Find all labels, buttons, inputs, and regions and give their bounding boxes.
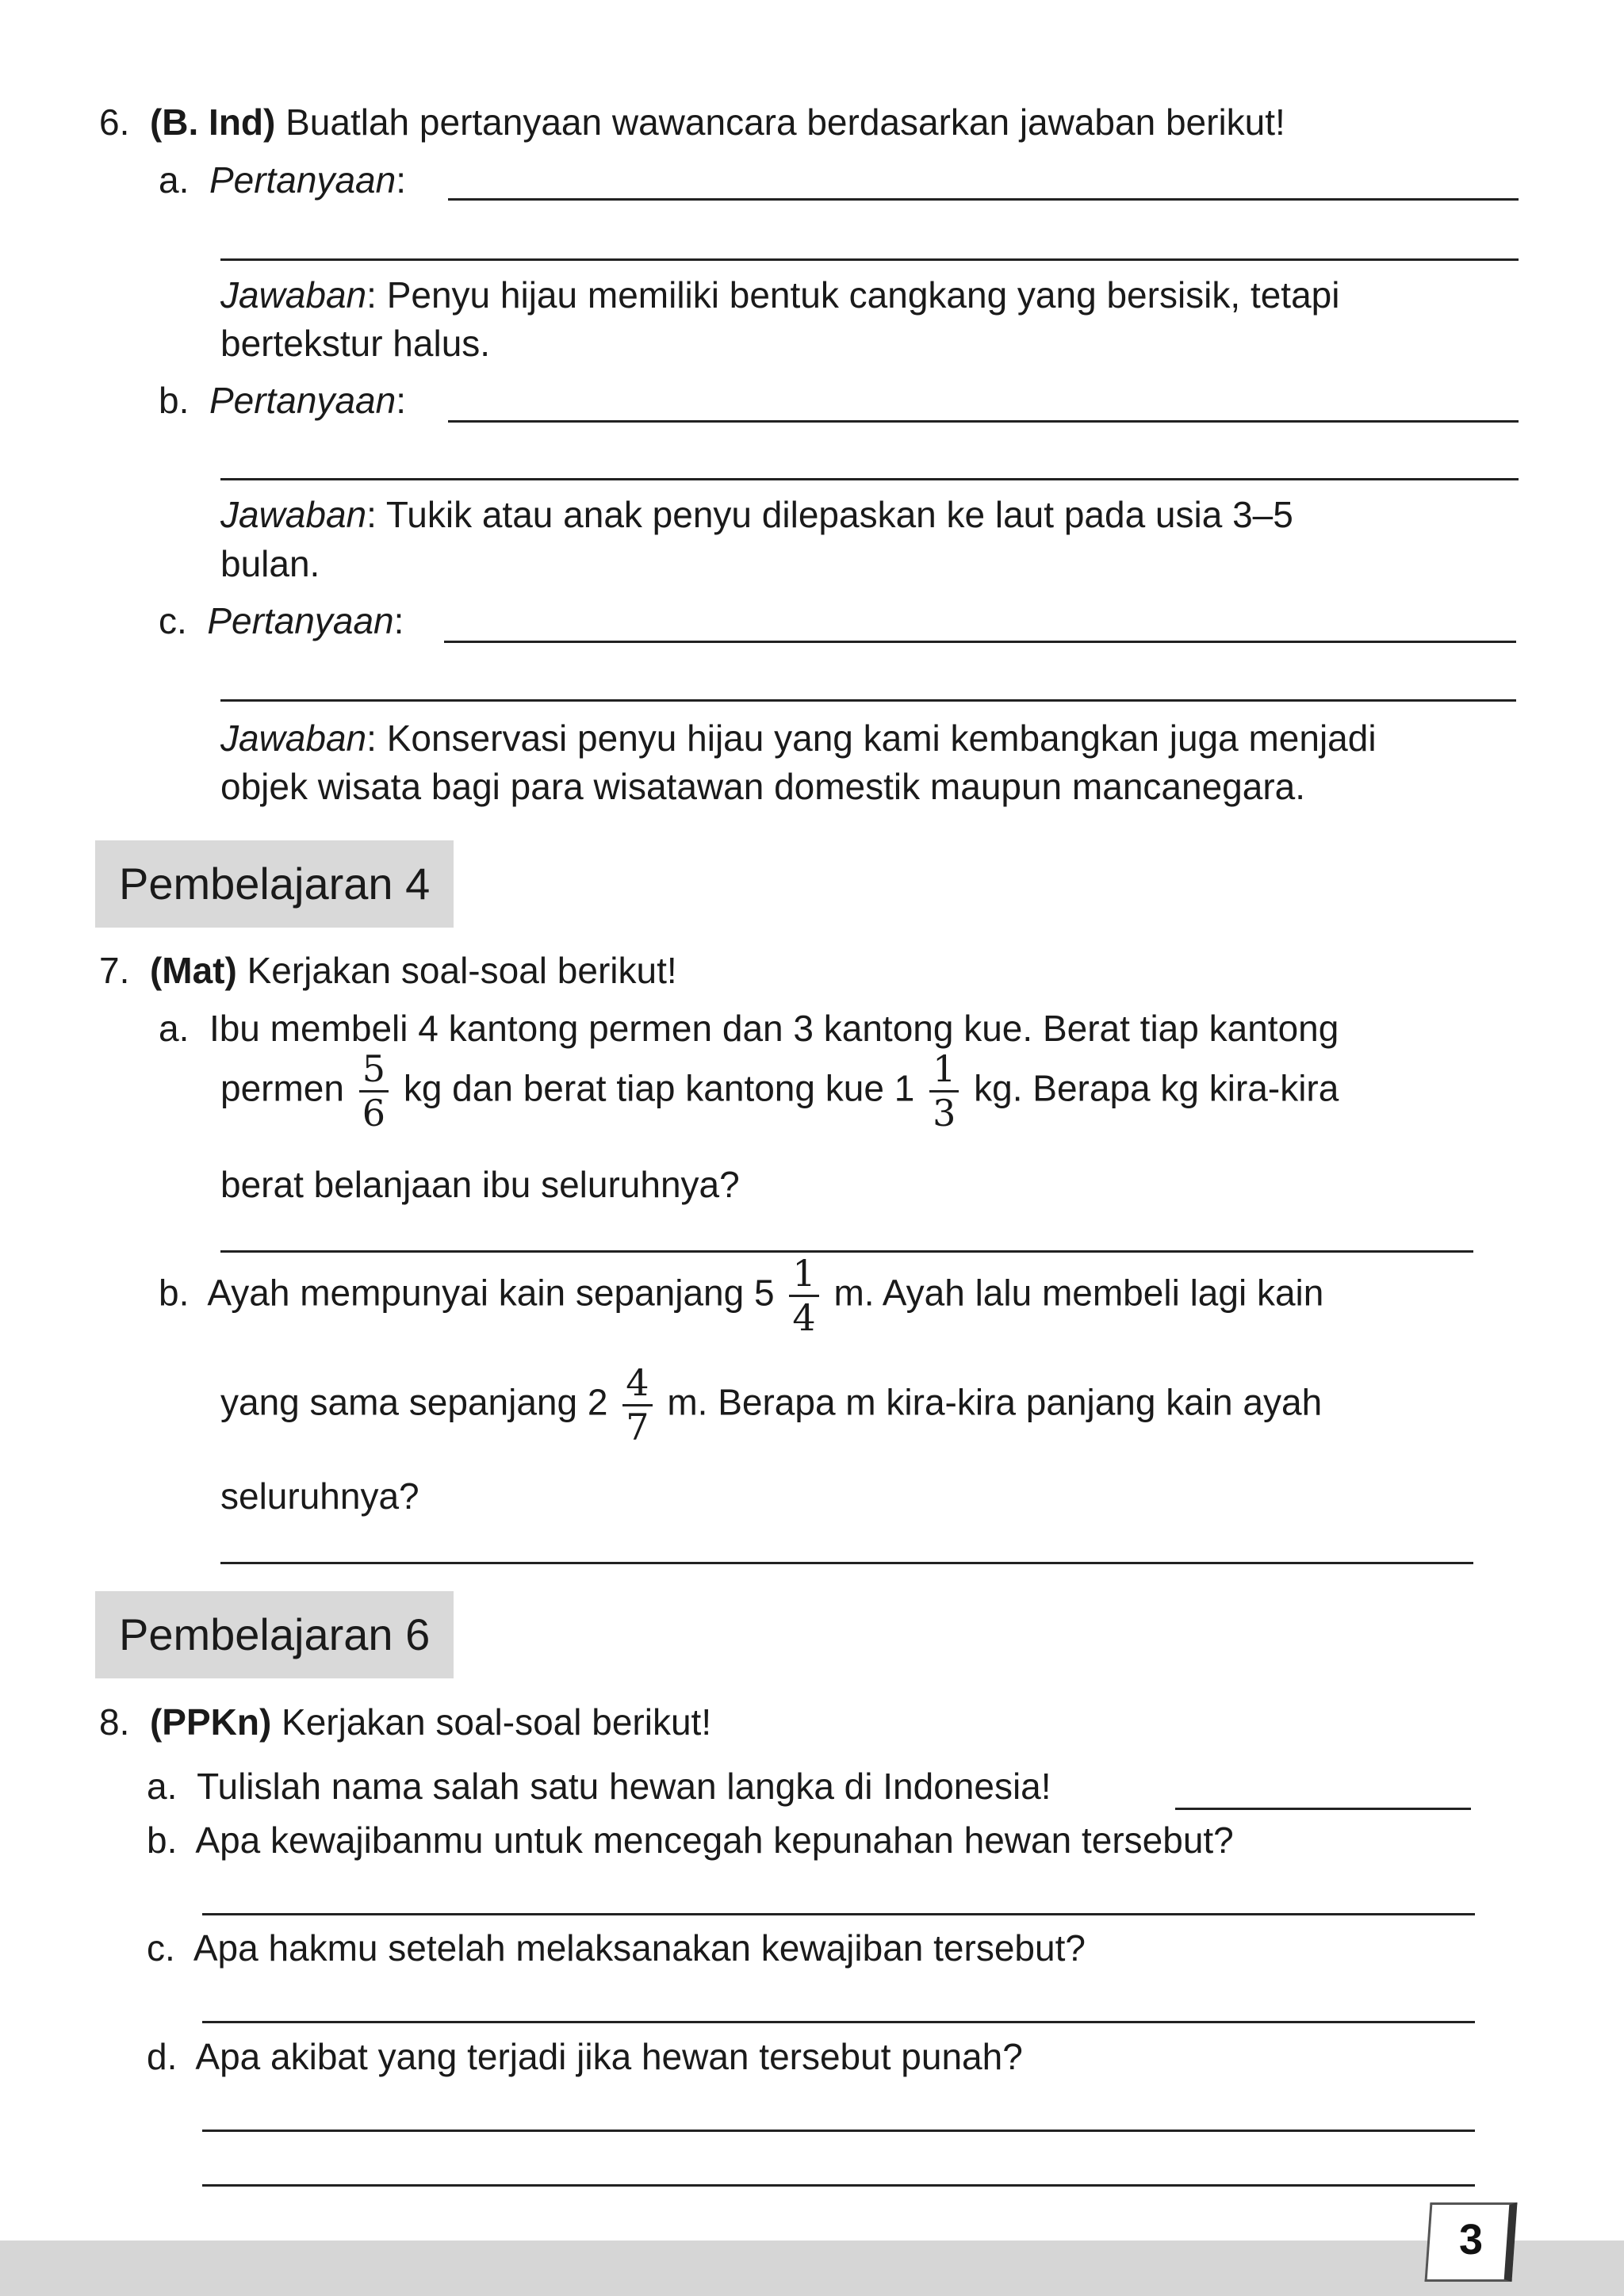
question-6-header: [99, 99, 1285, 147]
answer-line[interactable]: [448, 198, 1519, 201]
item-8a: a. Tulislah nama salah satu hewan langka di Indonesia!: [147, 1766, 1051, 1807]
item-6a-question: a. Pertanyaan:: [159, 159, 406, 201]
subject-tag: (Mat): [149, 950, 237, 991]
fraction-1-4: $\frac{1}{4}$: [789, 1253, 818, 1339]
item-7b-line1: b. Ayah mempunyai kain sepanjang 5 $\frac{1}{4}$ m. Ayah lalu membeli lagi kain: [159, 1252, 1324, 1339]
item-6c-answer-cont: objek wisata bagi para wisatawan domestik maupun mancanegara.: [220, 766, 1306, 807]
question-label: Pertanyaan: [207, 600, 394, 641]
item-6c-answer: Jawaban: Konservasi penyu hijau yang kami kembangkan juga menjadi: [220, 718, 1377, 759]
answer-line[interactable]: [220, 258, 1519, 261]
section-title-pembelajaran-4: Pembelajaran 4: [95, 840, 454, 928]
item-6c-question: c. Pertanyaan:: [159, 600, 404, 641]
answer-line[interactable]: [202, 1913, 1475, 1915]
answer-label: Jawaban: [220, 718, 367, 759]
answer-line[interactable]: [202, 2184, 1475, 2187]
item-7a-line1: a. Ibu membeli 4 kantong permen dan 3 kantong kue. Berat tiap kantong: [159, 1008, 1339, 1049]
question-8-header: [99, 1699, 711, 1747]
answer-line[interactable]: [1175, 1808, 1471, 1810]
question-instruction: Buatlah pertanyaan wawancara berdasarkan jawaban berikut!: [285, 101, 1285, 143]
subject-tag: (PPKn): [149, 1701, 272, 1743]
fraction-1-3: $\frac{1}{3}$: [929, 1048, 959, 1135]
item-6b-question: b. Pertanyaan:: [159, 380, 406, 421]
answer-line[interactable]: [220, 699, 1516, 702]
fraction-5-6: $\frac{5}{6}$: [359, 1048, 389, 1135]
answer-line[interactable]: [202, 2021, 1475, 2023]
item-6a-answer-cont: bertekstur halus.: [220, 323, 491, 364]
question-label: Pertanyaan: [209, 159, 396, 201]
question-number: 7.: [99, 950, 130, 991]
answer-line[interactable]: [448, 420, 1519, 423]
item-6b-answer-cont: bulan.: [220, 543, 320, 584]
question-7-header: [99, 947, 677, 995]
section-title-pembelajaran-6: Pembelajaran 6: [95, 1591, 454, 1678]
item-8c: c. Apa hakmu setelah melaksanakan kewajiban tersebut?: [147, 1927, 1086, 1969]
item-8d: d. Apa akibat yang terjadi jika hewan tersebut punah?: [147, 2036, 1023, 2077]
item-8b: b. Apa kewajibanmu untuk mencegah kepunahan hewan tersebut?: [147, 1820, 1234, 1861]
answer-label: Jawaban: [220, 274, 367, 316]
item-7b-line3: seluruhnya?: [220, 1475, 419, 1517]
answer-line[interactable]: [444, 641, 1516, 643]
question-number: 6.: [99, 101, 130, 143]
question-instruction: Kerjakan soal-soal berikut!: [282, 1701, 712, 1743]
answer-line[interactable]: [220, 478, 1519, 480]
item-7a-line2: permen $\frac{5}{6}$ kg dan berat tiap kantong kue 1 $\frac{1}{3}$ kg. Berapa kg kira-kira: [220, 1047, 1339, 1135]
question-label: Pertanyaan: [209, 380, 396, 421]
item-6a-answer: Jawaban: Penyu hijau memiliki bentuk cangkang yang bersisik, tetapi: [220, 274, 1340, 316]
answer-line[interactable]: [202, 2130, 1475, 2132]
item-7b-line2: yang sama sepanjang 2 $\frac{4}{7}$ m. Berapa m kira-kira panjang kain ayah: [220, 1361, 1323, 1448]
answer-label: Jawaban: [220, 494, 367, 535]
answer-line[interactable]: [220, 1562, 1473, 1564]
page-number: 3: [1458, 2216, 1484, 2263]
fraction-4-7: $\frac{4}{7}$: [622, 1362, 652, 1448]
question-number: 8.: [99, 1701, 130, 1743]
footer-band: [0, 2241, 1624, 2296]
item-7a-line3: berat belanjaan ibu seluruhnya?: [220, 1164, 740, 1205]
subject-tag: (B. Ind): [149, 101, 276, 143]
item-6b-answer: Jawaban: Tukik atau anak penyu dilepaskan ke laut pada usia 3–5: [220, 494, 1293, 535]
question-instruction: Kerjakan soal-soal berikut!: [247, 950, 677, 991]
